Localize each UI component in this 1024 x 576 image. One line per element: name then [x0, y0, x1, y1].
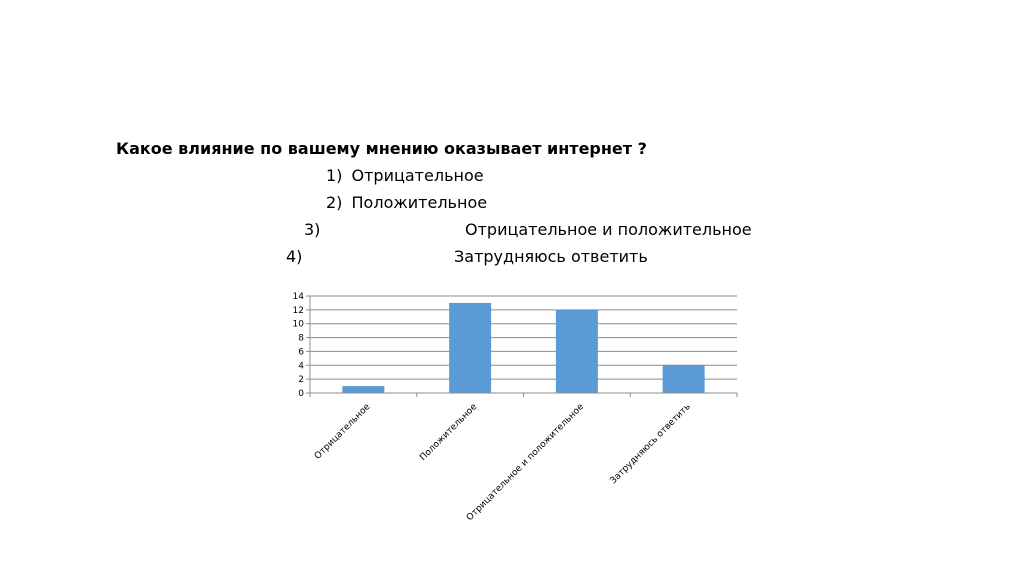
option-2 [326, 193, 487, 212]
bar [449, 303, 491, 393]
option-1-number: 1) [326, 166, 343, 185]
option-3-label: Отрицательное и положительное [465, 220, 752, 239]
y-tick-label: 4 [298, 361, 304, 372]
y-tick-label: 10 [292, 319, 304, 330]
option-4-label: Затрудняюсь ответить [454, 247, 648, 266]
question-title: Какое влияние по вашему мнению оказывает интернет ? [116, 139, 647, 158]
option-4 [286, 247, 648, 266]
y-tick-label: 0 [298, 389, 304, 399]
bar-chart [280, 288, 746, 538]
x-tick-label: Затрудняюсь ответить [608, 402, 693, 487]
bar [342, 386, 384, 393]
tick-labels [293, 292, 693, 523]
bar [663, 365, 705, 393]
y-tick-label: 6 [298, 347, 304, 358]
y-tick-label: 2 [298, 375, 304, 386]
x-tick-label: Положительное [418, 402, 480, 464]
y-tick-label: 14 [292, 292, 304, 302]
bar-chart-svg [280, 288, 746, 538]
x-tick-label: Отрицательное [312, 402, 373, 462]
y-tick-label: 8 [298, 333, 304, 344]
bar [556, 310, 598, 393]
option-2-number: 2) [326, 193, 343, 212]
option-3 [304, 220, 752, 239]
x-tick-label: Отрицательное и положительное [464, 402, 586, 524]
option-4-number: 4) [286, 247, 303, 266]
y-tick-label: 12 [292, 305, 304, 316]
option-3-number: 3) [304, 220, 321, 239]
option-1 [326, 166, 484, 185]
option-1-label: Отрицательное [351, 166, 484, 185]
option-2-label: Положительное [351, 193, 488, 212]
